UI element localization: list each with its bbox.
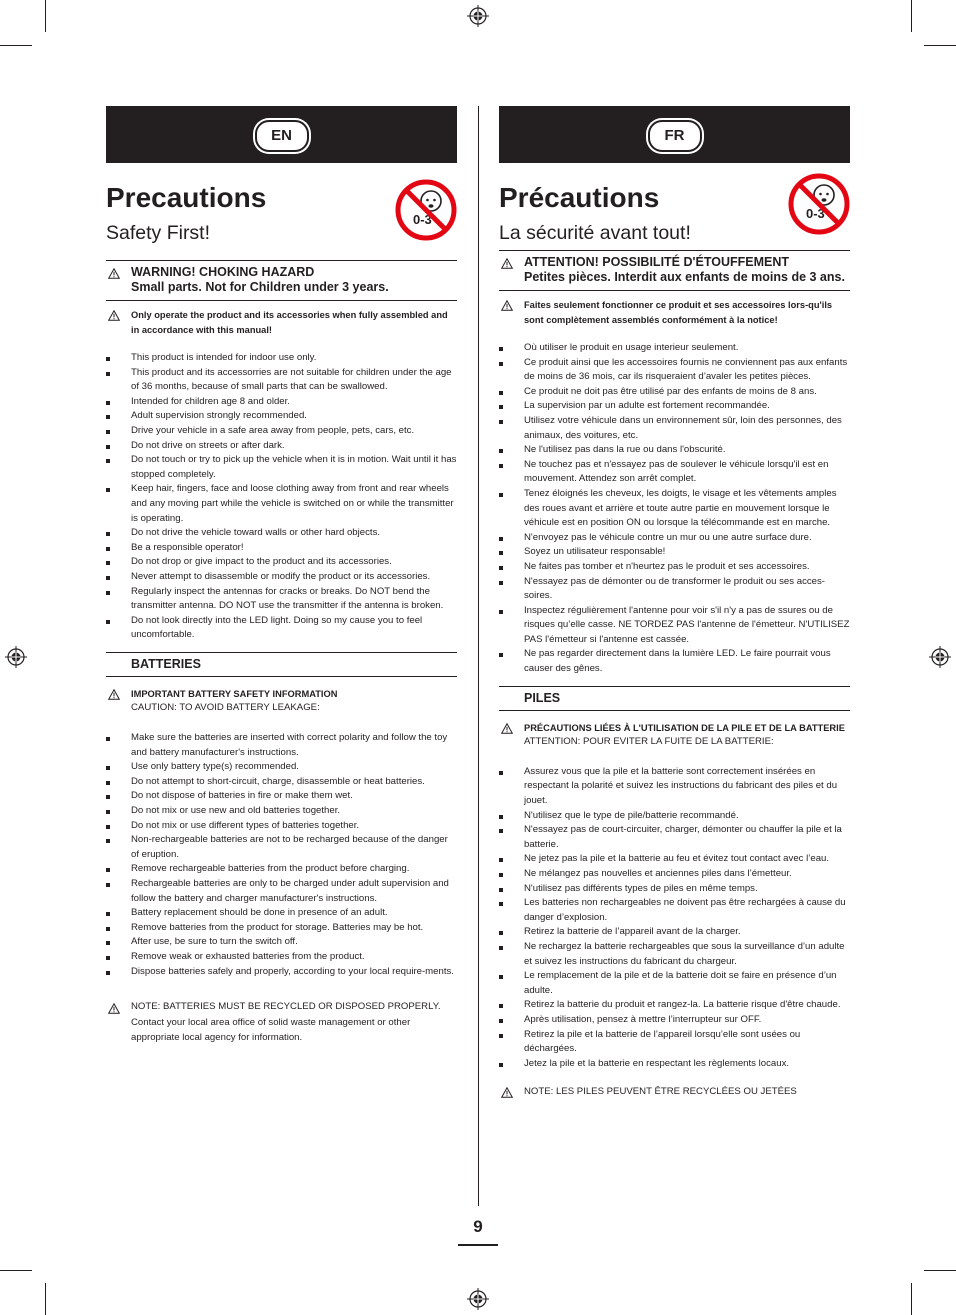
list-item: Keep hair, fingers, face and loose clothing away from front and rear wheels and any moving part while the vehicle is switched on or while the transmitter is operating. [106, 482, 457, 526]
svg-text:0-3: 0-3 [413, 212, 432, 227]
list-item: Ne touchez pas et n'essayez pas de soulever le véhicule lorsqu'il est en mouvement. Attendez son arrêt complet. [499, 458, 850, 487]
list-item: Ce produit ne doit pas être utilisé par des enfants de moins de 8 ans. [499, 385, 850, 400]
list-item: Do not look directly into the LED light. Doing so my cause you to feel uncomfortable. [106, 614, 457, 643]
section-rule [106, 260, 457, 261]
list-item: Do not touch or try to pick up the vehicle when it is in motion. Wait until it has stopped completely. [106, 453, 457, 482]
operate-notice-text: Faites seulement fonctionner ce produit et ses accessoires lors-qu'ils sont complètement assemblés conformément à la notice! [524, 300, 833, 325]
list-item: N'essayez pas de démonter ou de transformer le produit ou ses acces-soires. [499, 575, 850, 604]
crop-mark [45, 1283, 46, 1315]
battery-info-title: IMPORTANT BATTERY SAFETY INFORMATION [131, 688, 338, 699]
list-item: Ce produit ainsi que les accessoires fournis ne conviennent pas aux enfants de moins de 36 mois, car ils risqueraient d’avaler les petites pièces. [499, 356, 850, 385]
operate-notice [499, 298, 850, 328]
list-item: Tenez éloignés les cheveux, les doigts, le visage et les vêtements amples des roues avant et arrière et toute autre partie en mouvement lorsque le véhicule est en position ON ou lorsque la télécommande est en marche. [499, 487, 850, 531]
battery-list [106, 731, 457, 979]
list-item: Soyez un utilisateur responsable! [499, 545, 850, 560]
recycle-note [499, 1085, 850, 1100]
french-column [499, 106, 850, 1100]
warning-triangle-icon [108, 268, 120, 279]
list-item: Be a responsible operator! [106, 541, 457, 556]
list-item: Ne rechargez la batterie rechargeables que sous la surveillance d’un adulte et suivez les instructions du fabricant du chargeur. [499, 940, 850, 969]
list-item: Remove batteries from the product for storage. Batteries may be hot. [106, 921, 457, 936]
batteries-heading: PILES [524, 690, 561, 705]
section-rule [106, 300, 457, 301]
list-item: Retirez la pile et la batterie de l’appareil lorsqu’elle sont usées ou déchargées. [499, 1028, 850, 1057]
recycle-note-text: NOTE: LES PILES PEUVENT ÊTRE RECYCLÉES OU JETÉES [524, 1086, 797, 1098]
list-item: Retirez la batterie du produit et rangez-la. La batterie risque d'être chaude. [499, 998, 850, 1013]
section-rule [499, 250, 850, 251]
list-item: Do not mix or use new and old batteries together. [106, 804, 457, 819]
list-item: La supervision par un adulte est fortement recommandée. [499, 399, 850, 414]
batteries-heading: BATTERIES [131, 656, 201, 671]
list-item: N'utilisez que le type de pile/batterie recommandé. [499, 809, 850, 824]
list-item: Do not mix or use different types of batteries together. [106, 819, 457, 834]
operate-notice-text: Only operate the product and its accessories when fully assembled and in accordance with this manual! [131, 310, 448, 335]
list-item: Do not dispose of batteries in fire or make them wet. [106, 789, 457, 804]
list-item: Do not drive the vehicle toward walls or other hard objects. [106, 526, 457, 541]
choking-warning [106, 265, 457, 295]
list-item: Après utilisation, pensez à mettre l’interrupteur sur OFF. [499, 1013, 850, 1028]
warning-triangle-icon [108, 689, 120, 700]
section-rule [499, 710, 850, 711]
warning-title: ATTENTION! POSSIBILITÉ D'ÉTOUFFEMENT [524, 255, 790, 269]
list-item: Utilisez votre véhicule dans un environnement sûr, loin des personnes, des animaux, des voitures, etc. [499, 414, 850, 443]
crop-mark [911, 0, 912, 32]
svg-text:0-3: 0-3 [806, 206, 825, 221]
crop-mark [911, 1283, 912, 1315]
list-item: After use, be sure to turn the switch off. [106, 935, 457, 950]
list-item: Inspectez régulièrement l'antenne pour voir s'il n'y a pas de ssures ou de risques qu’elle casse. NE TORDEZ PAS l'antenne de l'émetteur. N'UTILISEZ PAS l'émetteur si l'antenne est cassée. [499, 604, 850, 648]
warning-triangle-icon [501, 258, 513, 269]
list-item: Ne mélangez pas nouvelles et anciennes piles dans l’émetteur. [499, 867, 850, 882]
list-item: Do not attempt to short-circuit, charge, disassemble or heat batteries. [106, 775, 457, 790]
language-banner [499, 106, 850, 163]
list-item: Ne jetez pas la pile et la batterie au feu et évitez tout contact avec l’eau. [499, 852, 850, 867]
language-badge: FR [648, 120, 702, 152]
recycle-contact-text: Contact your local area office of solid waste management or other appropriate local agency for information. [131, 1017, 411, 1043]
warning-triangle-icon [501, 723, 513, 734]
list-item: Use only battery type(s) recommended. [106, 760, 457, 775]
warning-detail: Small parts. Not for Children under 3 years. [131, 280, 389, 294]
no-children-under-3-icon [788, 173, 850, 235]
list-item: N'utilisez pas différents types de piles en même temps. [499, 882, 850, 897]
precautions-list [499, 341, 850, 677]
list-item: Retirez la batterie de l’appareil avant de la charger. [499, 925, 850, 940]
list-item: Ne pas regarder directement dans la lumière LED. Le faire pourrait vous causer des gênes. [499, 647, 850, 676]
list-item: Les batteries non rechargeables ne doivent pas être rechargées à cause du danger d’explosion. [499, 896, 850, 925]
list-item: Où utiliser le produit en usage interieur seulement. [499, 341, 850, 356]
crop-mark [924, 1270, 956, 1271]
language-banner [106, 106, 457, 163]
crop-mark [45, 0, 46, 32]
warning-title: WARNING! CHOKING HAZARD [131, 265, 315, 279]
page-number: 9 [458, 1210, 498, 1246]
section-rule [499, 290, 850, 291]
list-item: Drive your vehicle in a safe area away from people, pets, cars, etc. [106, 424, 457, 439]
warning-triangle-icon [108, 1003, 120, 1014]
warning-detail: Petites pièces. Interdit aux enfants de moins de 3 ans. [524, 270, 845, 284]
battery-safety-info [499, 721, 850, 750]
language-badge: EN [255, 120, 309, 152]
list-item: This product is intended for indoor use only. [106, 351, 457, 366]
page-title: Précautions [499, 182, 660, 213]
english-column [106, 106, 457, 1045]
list-item: Do not drive on streets or after dark. [106, 439, 457, 454]
battery-caution: ATTENTION: POUR EVITER LA FUITE DE LA BATTERIE: [524, 736, 774, 748]
list-item: This product and its accessorries are not suitable for children under the age of 36 months, because of small parts that can be swallowed. [106, 366, 457, 395]
list-item: Remove weak or exhausted batteries from the product. [106, 950, 457, 965]
list-item: Intended for children age 8 and older. [106, 395, 457, 410]
warning-triangle-icon [108, 310, 120, 321]
list-item: Non-rechargeable batteries are not to be recharged because of the danger of eruption. [106, 833, 457, 862]
battery-caution: CAUTION: TO AVOID BATTERY LEAKAGE: [131, 702, 320, 714]
list-item: Rechargeable batteries are only to be charged under adult supervision and follow the battery and charger manufacturer's instructions. [106, 877, 457, 906]
battery-info-title: PRÉCAUTIONS LIÉES À L'UTILISATION DE LA PILE ET DE LA BATTERIE [524, 722, 845, 733]
battery-safety-info [106, 687, 457, 716]
list-item: Never attempt to disassemble or modify the product or its accessories. [106, 570, 457, 585]
crop-mark [924, 45, 956, 46]
crop-mark [0, 1270, 32, 1271]
list-item: Le remplacement de la pile et de la batterie doit se faire en présence d’un adulte. [499, 969, 850, 998]
recycle-note-text: NOTE: BATTERIES MUST BE RECYCLED OR DISPOSED PROPERLY. [131, 1001, 441, 1013]
recycle-note [106, 1001, 457, 1045]
list-item: N'essayez pas de court-circuiter, charger, démonter ou chauffer la pile et la batterie. [499, 823, 850, 852]
registration-mark-icon [467, 5, 489, 27]
list-item: Battery replacement should be done in presence of an adult. [106, 906, 457, 921]
column-divider [478, 106, 479, 1206]
crop-mark [0, 45, 32, 46]
no-children-under-3-icon [395, 179, 457, 241]
list-item: N'envoyez pas le véhicule contre un mur ou une autre surface dure. [499, 531, 850, 546]
page-subtitle: Safety First! [106, 222, 211, 244]
precautions-list [106, 351, 457, 643]
battery-list [499, 765, 850, 1071]
registration-mark-icon [467, 1288, 489, 1310]
section-rule [106, 676, 457, 677]
list-item: Regularly inspect the antennas for cracks or breaks. Do NOT bend the transmitter antenna. DO NOT use the transmitter if the antenna is broken. [106, 585, 457, 614]
choking-warning [499, 255, 850, 285]
list-item: Make sure the batteries are inserted with correct polarity and follow the toy and battery manufacturer's instructions. [106, 731, 457, 760]
registration-mark-icon [929, 646, 951, 668]
page-title: Precautions [106, 182, 267, 213]
page-subtitle: La sécurité avant tout! [499, 222, 691, 244]
list-item: Dispose batteries safely and properly, according to your local require-ments. [106, 965, 457, 980]
list-item: Jetez la pile et la batterie en respectant les règlements locaux. [499, 1057, 850, 1072]
list-item: Ne faites pas tomber et n'heurtez pas le produit et ses accessoires. [499, 560, 850, 575]
operate-notice [106, 308, 457, 338]
list-item: Adult supervision strongly recommended. [106, 409, 457, 424]
list-item: Remove rechargeable batteries from the product before charging. [106, 862, 457, 877]
warning-triangle-icon [501, 300, 513, 311]
warning-triangle-icon [501, 1087, 513, 1098]
list-item: Assurez vous que la pile et la batterie sont correctement insérées en respectant la polarité et suivez les instructions du fabricant des piles et du jouet. [499, 765, 850, 809]
registration-mark-icon [5, 646, 27, 668]
list-item: Do not drop or give impact to the product and its accessories. [106, 555, 457, 570]
list-item: Ne l'utilisez pas dans la rue ou dans l'obscurité. [499, 443, 850, 458]
